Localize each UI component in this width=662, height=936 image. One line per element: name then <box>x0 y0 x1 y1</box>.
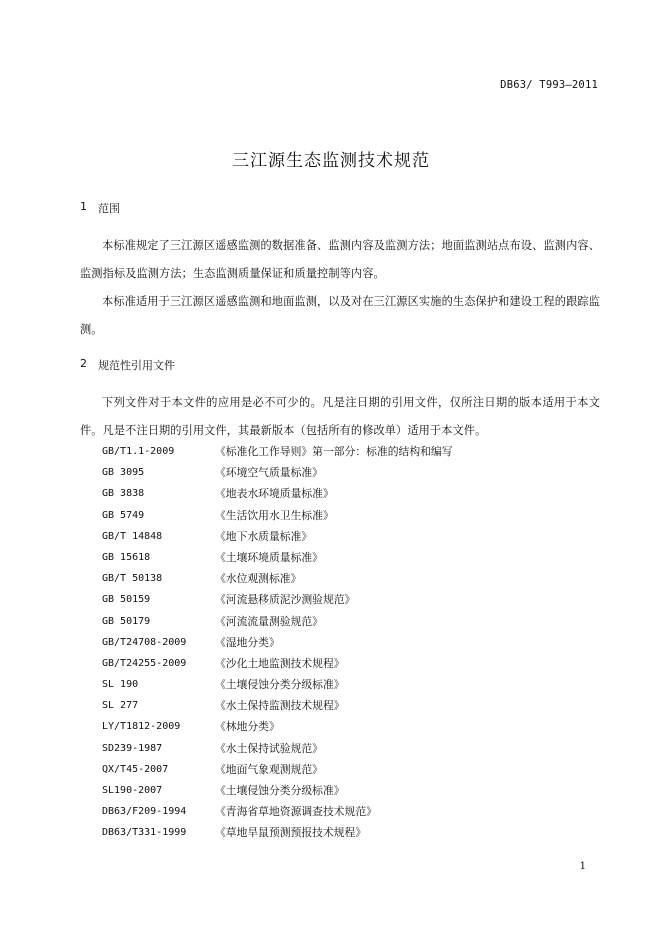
reference-title: 《河流流量测验规范》 <box>215 614 323 628</box>
reference-item <box>102 780 453 801</box>
reference-item <box>102 801 453 822</box>
reference-item <box>102 526 453 547</box>
reference-title: 《生活饮用水卫生标准》 <box>215 508 334 522</box>
reference-item <box>102 716 453 737</box>
section-title: 范围 <box>98 202 120 215</box>
document-title: 三江源生态监测技术规范 <box>232 151 430 171</box>
scope-paragraph-1: 本标准规定了三江源区遥感监测的数据准备、监测内容及监测方法；地面监测站点布设、监测内容、监测指标及监测方法；生态监测质量保证和质量控制等内容。 <box>80 239 600 280</box>
reference-code: GB 3838 <box>102 488 145 500</box>
reference-code: GB 15618 <box>102 551 151 563</box>
reference-code: GB 5749 <box>102 509 145 521</box>
reference-title: 《水位观测标准》 <box>215 572 302 586</box>
reference-title: 《草地旱鼠预测预报技术规程》 <box>215 826 367 840</box>
reference-title: 《水土保持试验规范》 <box>215 741 323 755</box>
reference-title: 《水土保持监测技术规程》 <box>215 699 345 713</box>
reference-code: DB63/F209-1994 <box>102 806 187 818</box>
reference-item <box>102 822 453 843</box>
reference-code: SL 190 <box>102 679 139 691</box>
reference-item <box>102 568 453 589</box>
section-1-heading <box>80 200 120 216</box>
references-intro-paragraph: 下列文件对于本文件的应用是必不可少的。凡是注日期的引用文件，仅所注日期的版本适用于本文件。凡是不注日期的引用文件，其最新版本（包括所有的修改单）适用于本文件。 <box>80 396 600 437</box>
reference-title: 《地表水环境质量标准》 <box>215 487 334 501</box>
reference-title: 《土壤侵蚀分类分级标准》 <box>215 784 345 797</box>
reference-title: 《环境空气质量标准》 <box>215 466 323 480</box>
reference-code: GB/T 14848 <box>102 530 163 542</box>
reference-code: GB/T24255-2009 <box>102 657 187 669</box>
scope-paragraph-2: 本标准适用于三江源区遥感监测和地面监测，以及对在三江源区实施的生态保护和建设工程的跟踪监测。 <box>80 295 600 336</box>
reference-item <box>102 611 453 632</box>
reference-code: GB/T1.1-2009 <box>102 446 175 457</box>
reference-code: GB/T24708-2009 <box>102 636 187 648</box>
reference-title: 《土壤环境质量标准》 <box>215 550 323 564</box>
reference-code: QX/T45-2007 <box>102 763 169 775</box>
reference-code: GB 50159 <box>102 594 151 606</box>
reference-code: SL190-2007 <box>102 785 163 796</box>
section-title: 规范性引用文件 <box>98 359 175 372</box>
reference-item <box>102 738 453 759</box>
reference-title: 《标准化工作导则》第一部分：标准的结构和编写 <box>215 445 453 458</box>
reference-title: 《青海省草地资源调查技术规范》 <box>215 805 377 819</box>
section-number: 1 <box>80 200 87 213</box>
standard-code: DB63/ T993—2011 <box>500 79 598 91</box>
reference-item <box>102 462 453 483</box>
reference-code: GB 3095 <box>102 467 145 479</box>
reference-item <box>102 483 453 504</box>
reference-item <box>102 441 453 462</box>
section-2-heading <box>80 357 175 373</box>
reference-code: SL 277 <box>102 700 139 712</box>
normative-references-list <box>102 441 453 844</box>
reference-item <box>102 653 453 674</box>
reference-title: 《林地分类》 <box>215 720 280 734</box>
reference-item <box>102 674 453 695</box>
reference-title: 《湿地分类》 <box>215 635 280 649</box>
reference-title: 《沙化土地监测技术规程》 <box>215 656 345 670</box>
reference-code: LY/T1812-2009 <box>102 721 181 733</box>
reference-title: 《地面气象观测规范》 <box>215 762 323 776</box>
reference-code: GB/T 50138 <box>102 573 163 585</box>
reference-title: 《地下水质量标准》 <box>215 529 313 543</box>
reference-item <box>102 695 453 716</box>
reference-code: GB 50179 <box>102 615 151 627</box>
reference-title: 《土壤侵蚀分类分级标准》 <box>215 678 345 692</box>
reference-item <box>102 632 453 653</box>
reference-item <box>102 759 453 780</box>
page-number: 1 <box>579 861 586 872</box>
section-number: 2 <box>80 357 87 370</box>
reference-code: DB63/T331-1999 <box>102 827 187 839</box>
reference-title: 《河流悬移质泥沙测验规范》 <box>215 593 356 607</box>
reference-item <box>102 547 453 568</box>
reference-item <box>102 589 453 610</box>
reference-item <box>102 505 453 526</box>
reference-code: SD239-1987 <box>102 742 163 754</box>
